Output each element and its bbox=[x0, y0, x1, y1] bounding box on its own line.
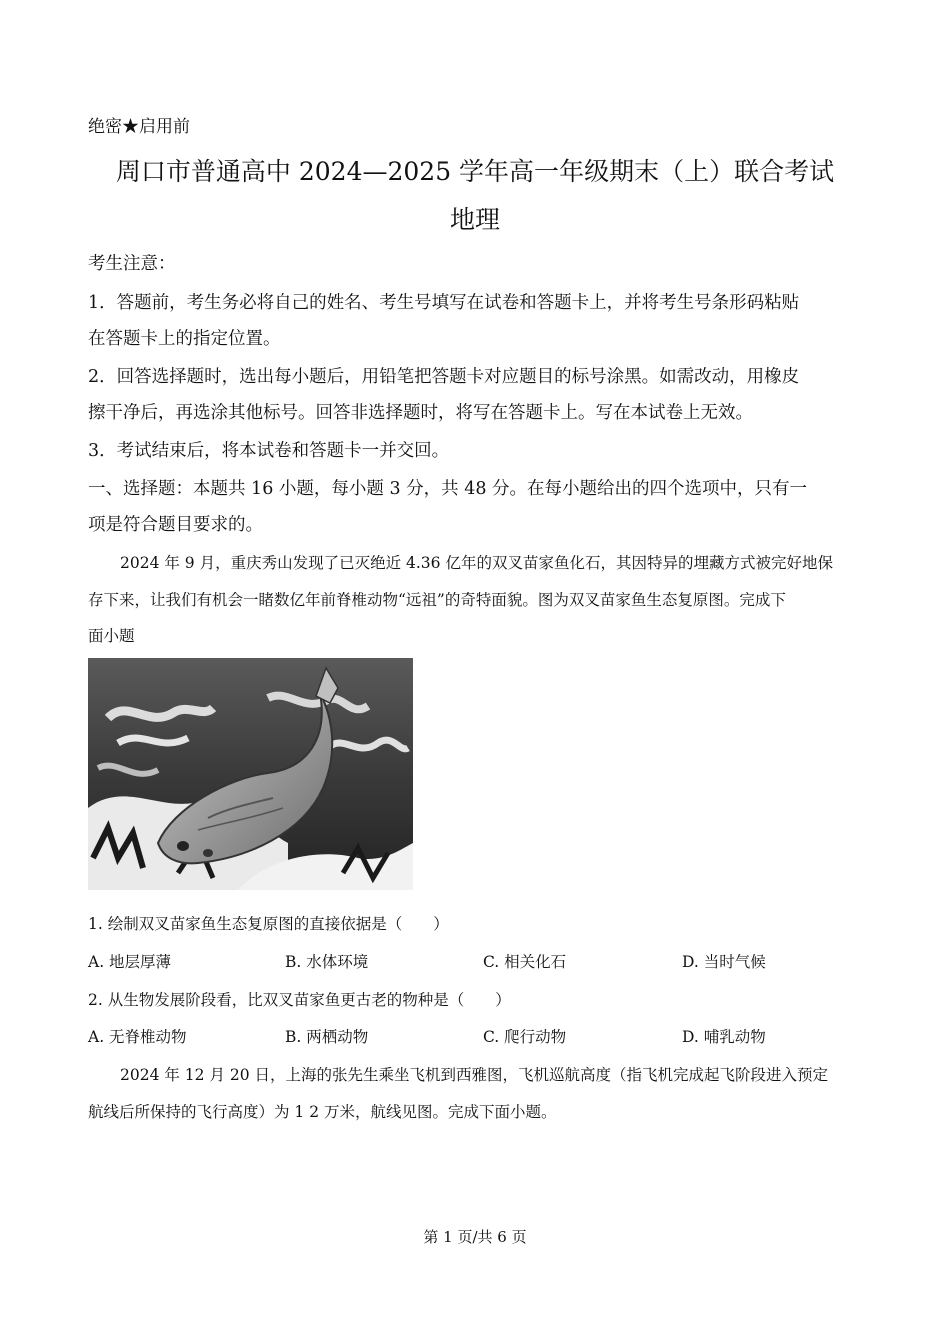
question-1-option-a: A. 地层厚薄 bbox=[88, 953, 172, 971]
subject-title: 地理 bbox=[449, 205, 500, 234]
notice-item-2-line-2: 擦干净后，再选涂其他标号。回答非选择题时，将写在答题卡上。写在本试卷上无效。 bbox=[88, 403, 753, 423]
question-1-stem: 1. 绘制双叉苗家鱼生态复原图的直接依据是（ ） bbox=[88, 915, 449, 933]
notice-item-1-line-2: 在答题卡上的指定位置。 bbox=[88, 329, 281, 349]
page-number: 第 1 页/共 6 页 bbox=[423, 1228, 527, 1246]
question-1-option-b: B. 水体环境 bbox=[285, 953, 369, 971]
question-1-option-d: D. 当时气候 bbox=[682, 953, 766, 971]
passage-1-line-2: 存下来，让我们有机会一睹数亿年前脊椎动物“远祖”的奇特面貌。图为双叉苗家鱼生态复原图。完成下 bbox=[88, 591, 786, 609]
question-1-option-c: C. 相关化石 bbox=[483, 953, 567, 971]
passage-2-line-1: 2024 年 12 月 20 日，上海的张先生乘坐飞机到西雅图，飞机巡航高度（指飞机完成起飞阶段进入预定 bbox=[120, 1066, 829, 1084]
question-2-option-b: B. 两栖动物 bbox=[285, 1028, 369, 1046]
notice-item-2-line-1: 2．回答选择题时，选出每小题后，用铅笔把答题卡对应题目的标号涂黑。如需改动，用橡皮 bbox=[88, 367, 800, 387]
question-2-option-d: D. 哺乳动物 bbox=[682, 1028, 766, 1046]
question-2-stem: 2. 从生物发展阶段看，比双叉苗家鱼更古老的物种是（ ） bbox=[88, 991, 511, 1009]
notice-item-3: 3．考试结束后，将本试卷和答题卡一并交回。 bbox=[88, 441, 450, 461]
question-2-option-a: A. 无脊椎动物 bbox=[88, 1028, 187, 1046]
passage-1-line-1: 2024 年 9 月，重庆秀山发现了已灭绝近 4.36 亿年的双叉苗家鱼化石，其因特异的埋藏方式被完好地保 bbox=[120, 554, 833, 572]
passage-2-line-2: 航线后所保持的飞行高度）为 1 2 万米，航线见图。完成下面小题。 bbox=[88, 1103, 557, 1121]
section-1-intro-line-1: 一、选择题：本题共 16 小题，每小题 3 分，共 48 分。在每小题给出的四个选项中，只有一 bbox=[88, 479, 808, 499]
confidential-label: 绝密★启用前 bbox=[88, 117, 190, 137]
section-1-intro-line-2: 项是符合题目要求的。 bbox=[88, 515, 263, 535]
passage-1-line-3: 面小题 bbox=[88, 627, 135, 645]
question-2-option-c: C. 爬行动物 bbox=[483, 1028, 567, 1046]
notice-item-1-line-1: 1．答题前，考生务必将自己的姓名、考生号填写在试卷和答题卡上，并将考生号条形码粘贴 bbox=[88, 293, 800, 313]
exam-title: 周口市普通高中 2024—2025 学年高一年级期末（上）联合考试 bbox=[115, 157, 835, 186]
notice-heading: 考生注意： bbox=[88, 254, 176, 274]
fish-reconstruction-figure bbox=[88, 658, 413, 890]
